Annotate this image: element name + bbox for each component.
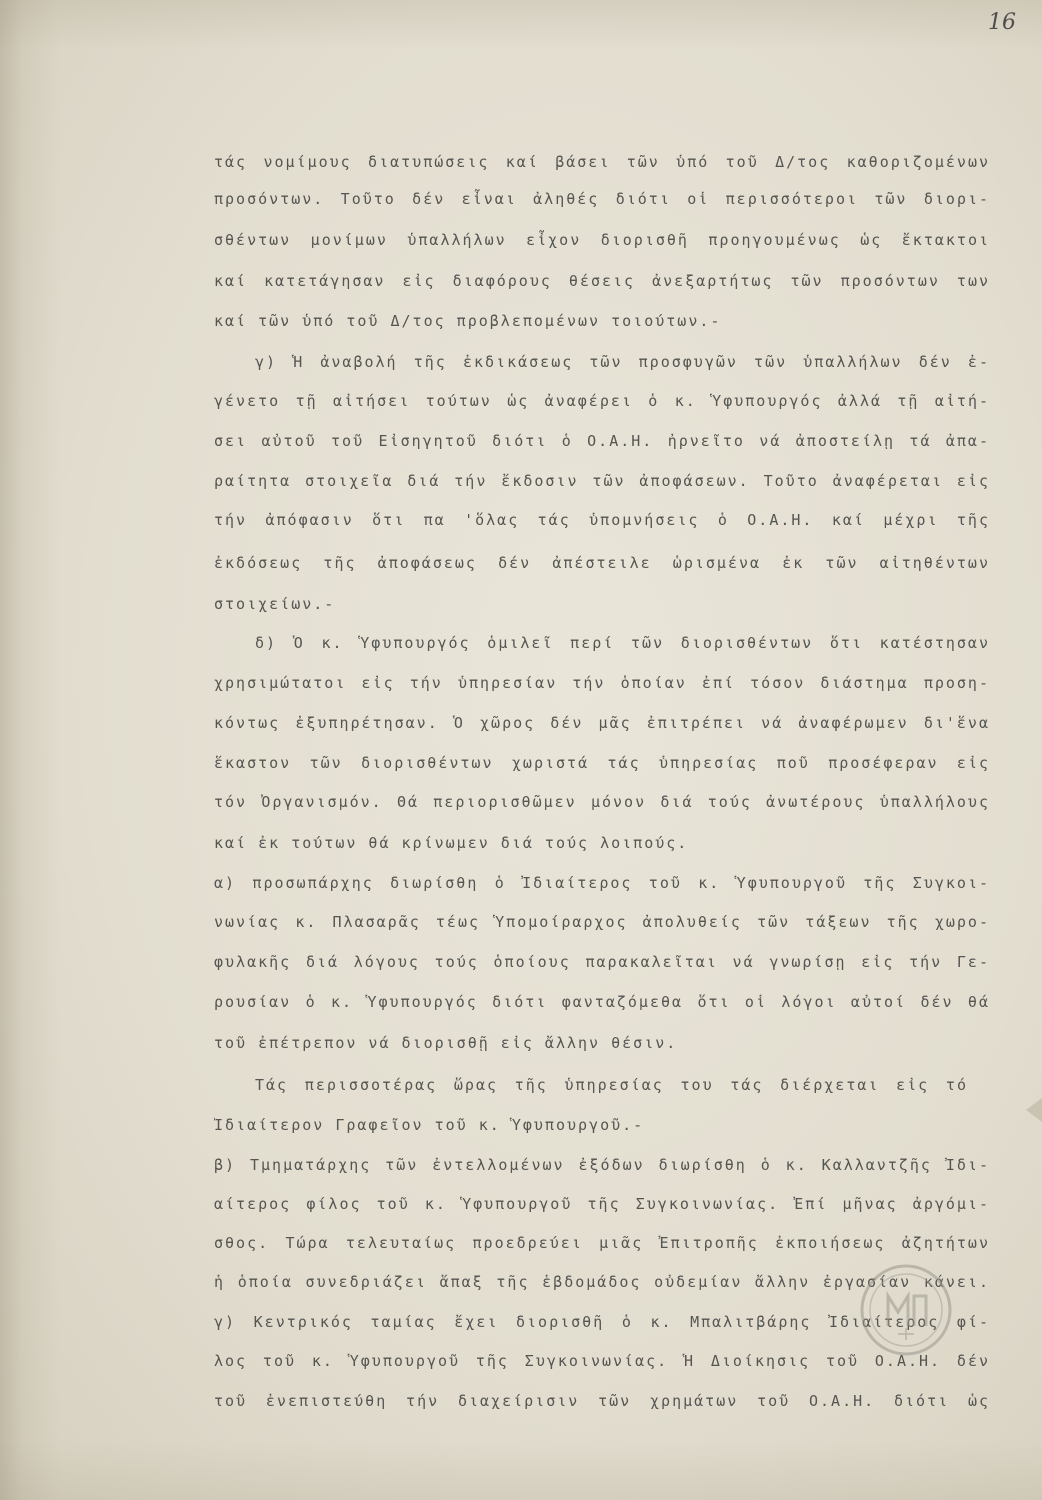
text-line: κόντως ἐξυπηρέτησαν. Ὁ χῶρος δέν μᾶς ἐπιτρέπει νά ἀναφέρωμεν δι'ἕνα — [214, 714, 990, 732]
text-line: τάς νομίμους διατυπώσεις καί βάσει τῶν ὑπό τοῦ Δ/τος καθοριζομένων — [214, 153, 990, 171]
text-line: καί τῶν ὑπό τοῦ Δ/τος προβλεπομένων τοιούτων.- — [214, 312, 722, 330]
text-line: ραίτητα στοιχεῖα διά τήν ἔκδοσιν τῶν ἀποφάσεων. Τοῦτο ἀναφέρεται εἰς — [214, 472, 990, 490]
text-line: τοῦ ἐνεπιστεύθη τήν διαχείρισιν τῶν χρημάτων τοῦ Ο.Α.Η. διότι ὡς — [214, 1392, 990, 1410]
text-line: Τάς περισσοτέρας ὥρας τῆς ὑπηρεσίας του τάς διέρχεται εἰς τό — [255, 1076, 968, 1094]
text-line: δ) Ὁ κ. Ὑφυπουργός ὁμιλεῖ περί τῶν διορισθέντων ὅτι κατέστησαν — [255, 634, 990, 652]
text-line: καί ἐκ τούτων θά κρίνωμεν διά τούς λοιπούς. — [214, 834, 689, 852]
text-line: λος τοῦ κ. Ὑφυπουργοῦ τῆς Συγκοινωνίας. Ἡ Διοίκησις τοῦ Ο.Α.Η. δέν — [214, 1352, 990, 1370]
text-line: Ἰδιαίτερον Γραφεῖον τοῦ κ. Ὑφυπουργοῦ.- — [214, 1116, 645, 1134]
text-line: σθος. Τώρα τελευταίως προεδρεύει μιᾶς Ἐπιτροπῆς ἐκποιήσεως ἀζητήτων — [214, 1234, 990, 1252]
paper-tear — [1026, 1098, 1042, 1122]
text-line: καί κατετάγησαν εἰς διαφόρους θέσεις ἀνεξαρτήτως τῶν προσόντων των — [214, 272, 990, 290]
text-line: γ) Ἡ ἀναβολή τῆς ἐκδικάσεως τῶν προσφυγῶν τῶν ὑπαλλήλων δέν ἐ- — [255, 353, 990, 371]
text-line: ρουσίαν ὁ κ. Ὑφυπουργός διότι φανταζόμεθα ὅτι οἱ λόγοι αὐτοί δέν θά — [214, 993, 990, 1011]
text-line: αίτερος φίλος τοῦ κ. Ὑφυπουργοῦ τῆς Συγκοινωνίας. Ἐπί μῆνας ἀργόμι- — [214, 1195, 990, 1213]
text-line: τοῦ ἐπέτρεπον νά διορισθῇ εἰς ἄλλην θέσιν. — [214, 1034, 678, 1052]
text-line: ἕκαστον τῶν διορισθέντων χωριστά τάς ὑπηρεσίας ποῦ προσέφεραν εἰς — [214, 754, 990, 772]
text-line: σθέντων μονίμων ὑπαλλήλων εἶχον διορισθῆ προηγουμένως ὡς ἔκτακτοι — [214, 231, 990, 249]
text-line: νωνίας κ. Πλασαρᾶς τέως Ὑπομοίραρχος ἀπολυθείς τῶν τάξεων τῆς χωρο- — [214, 913, 990, 931]
text-line: προσόντων. Τοῦτο δέν εἶναι ἀληθές διότι οἱ περισσότεροι τῶν διορι- — [214, 190, 990, 208]
text-line: ἡ ὁποία συνεδριάζει ἅπαξ τῆς ἑβδομάδος οὐδεμίαν ἄλλην ἐργασίαν κάνει. — [214, 1273, 990, 1291]
text-line: ἐκδόσεως τῆς ἀποφάσεως δέν ἀπέστειλε ὡρισμένα ἐκ τῶν αἰτηθέντων — [214, 554, 990, 572]
text-line: χρησιμώτατοι εἰς τήν ὑπηρεσίαν τήν ὁποίαν ἐπί τόσον διάστημα προση- — [214, 674, 990, 692]
text-line: γένετο τῇ αἰτήσει τούτων ὡς ἀναφέρει ὁ κ. Ὑφυπουργός ἀλλά τῇ αἰτή- — [214, 392, 990, 410]
text-line: στοιχείων.- — [214, 595, 336, 613]
archive-seal-icon — [858, 1262, 954, 1358]
text-line: τόν Ὀργανισμόν. Θά περιορισθῶμεν μόνον διά τούς ἀνωτέρους ὑπαλλήλους — [214, 793, 990, 811]
text-line: γ) Κεντρικός ταμίας ἔχει διορισθῆ ὁ κ. Μπαλιτβάρης Ἰδιαίτερος φί- — [214, 1313, 990, 1331]
page-number: 16 — [988, 10, 1016, 35]
text-line: σει αὐτοῦ τοῦ Εἰσηγητοῦ διότι ὁ Ο.Α.Η. ἠρνεῖτο νά ἀποστείλῃ τά ἀπα- — [214, 432, 990, 450]
text-line: β) Τμηματάρχης τῶν ἐντελλομένων ἐξόδων διωρίσθη ὁ κ. Καλλαντζῆς Ἰδι- — [214, 1156, 990, 1174]
text-line: φυλακῆς διά λόγους τούς ὁποίους παρακαλεῖται νά γνωρίσῃ εἰς τήν Γε- — [214, 953, 990, 971]
text-line: α) προσωπάρχης διωρίσθη ὁ Ἰδιαίτερος τοῦ κ. Ὑφυπουργοῦ τῆς Συγκοι- — [214, 874, 990, 892]
text-line: τήν ἀπόφασιν ὅτι πα 'ὅλας τάς ὑπομνήσεις ὁ Ο.Α.Η. καί μέχρι τῆς — [214, 511, 990, 529]
